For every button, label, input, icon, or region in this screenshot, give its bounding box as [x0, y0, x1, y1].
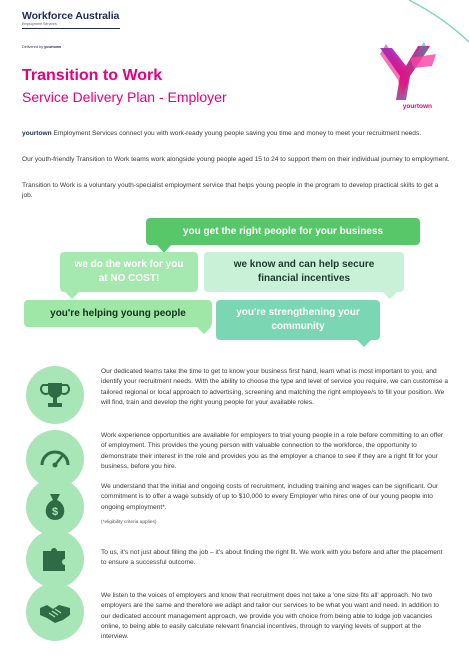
workforce-australia-logo — [22, 10, 120, 29]
page-title: Transition to Work — [22, 67, 163, 84]
trophy-icon — [37, 377, 73, 413]
trophy-icon-circle — [26, 366, 84, 424]
bubble-financial — [204, 252, 404, 292]
puzzle-icon — [37, 541, 73, 577]
handshake-icon-circle — [26, 583, 84, 641]
money-bag-icon-circle — [26, 478, 84, 536]
bubble-no-cost — [60, 252, 198, 292]
section-text-3 — [101, 482, 449, 528]
svg-text:$: $ — [51, 506, 59, 518]
bubble-tail — [64, 291, 80, 299]
bubble-tail — [382, 291, 398, 299]
org-subtitle: Employment Services — [22, 22, 57, 26]
intro-paragraph-2: Our youth-friendly Transition to Work teams work alongside young people aged 15 to 24 to support them on their individual journey to employment. — [22, 156, 450, 163]
brand-name: yourtown — [22, 130, 52, 137]
bubble-helping-text: you're helping young people — [50, 308, 186, 319]
intro-text-1: Employment Services connect you with work-ready young people saving you time and money to meet your recruitment needs. — [51, 130, 422, 137]
bubble-tail — [196, 326, 212, 334]
section-text-2: Work experience opportunities are available for employers to trial young people in a role before committing to an offer of employment. This provides the young person with valuable connection to the workforce, the opportunity to demonstrate their interest in the role and provides you as the employer a chance to see if they are a right fit for your business, before you hire. — [101, 432, 444, 470]
eligibility-note: (*eligibility criteria applies) — [101, 519, 157, 525]
delivered-by — [22, 45, 61, 49]
intro-paragraph-3: Transition to Work is a voluntary youth-specialist employment service that helps young people in the program to develop practical skills to get a job. — [22, 182, 439, 199]
money-bag-icon — [37, 489, 73, 525]
bubble-tail — [356, 339, 372, 347]
gauge-icon — [37, 441, 73, 477]
intro-paragraph-1 — [22, 129, 450, 139]
bubble-right-people-text: you get the right people for your business — [182, 226, 384, 237]
bubble-right-people — [146, 218, 420, 245]
bubble-community-text: you're strengthening your community — [236, 307, 360, 332]
page-subtitle: Service Delivery Plan - Employer — [22, 89, 227, 105]
section-text-5: We listen to the voices of employers and know that recruitment does not take a 'one size fits all' approach. No two employers are the same and therefore we adapt and tailor our services to be what you want and need. In addition to our dedicated account management approach, we provide you with choice from being able to lodge job vacancies online, to being able to easily calculate relevant financial incentives, through to varying levels of support at the interview. — [101, 592, 439, 641]
logo-rule — [22, 28, 120, 29]
section-text-1: Our dedicated teams take the time to get to know your business first hand, learn what is most important to you, and identify your recruitment needs. With the ability to choose the type and level of service you require, we can customise a tailored regional or local approach to advertising, screening and matching the right employee/s to fill your position. We will find, train and develop the right young people for your available roles. — [101, 368, 449, 406]
puzzle-icon-circle — [26, 530, 84, 588]
bubble-financial-text: we know and can help secure financial incentives — [233, 259, 375, 284]
bubble-community — [216, 300, 380, 340]
bubble-helping — [24, 300, 212, 327]
bubble-no-cost-text: we do the work for you at NO COST! — [74, 259, 184, 284]
delivered-by-prefix: Delivered by — [22, 45, 44, 49]
section-text-3-body: We understand that the initial and ongoing costs of recruitment, including training and wages can be significant. Our commitment is to offer a wage subsidy of up to $10,000 to every Employer who hires one of our young people into ongoing employment*. — [101, 483, 439, 511]
yourtown-logo-text: yourtown — [402, 103, 432, 110]
handshake-icon — [37, 594, 73, 630]
section-text-4: To us, it's not just about filling the job – it's about finding the right fit. We work with you before and after the placement to ensure a successful outcome. — [101, 549, 443, 567]
delivered-by-org: yourtown — [44, 45, 62, 49]
org-name: Workforce Australia — [22, 10, 120, 22]
